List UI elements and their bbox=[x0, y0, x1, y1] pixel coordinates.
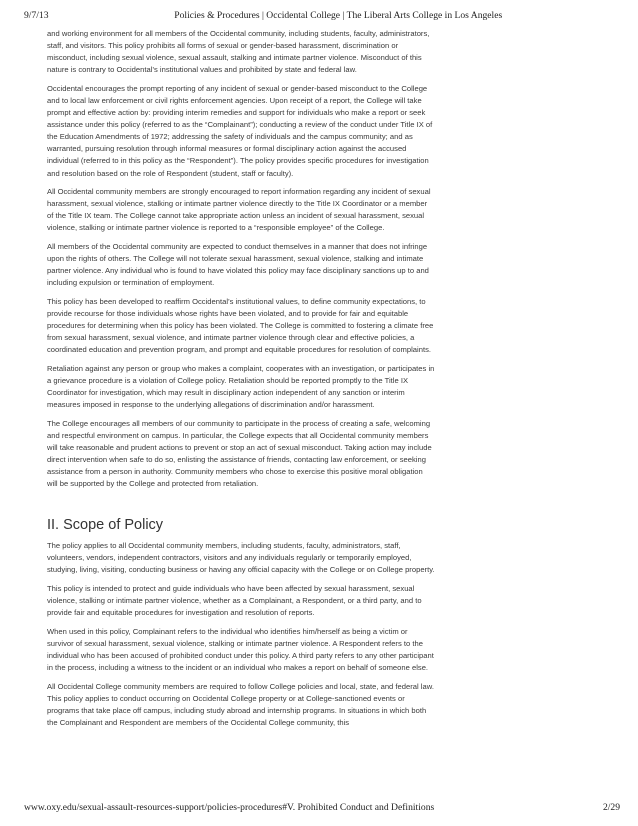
document-body bbox=[47, 28, 435, 736]
paragraph: This policy is intended to protect and guide individuals who have been affected by sexual harassment, sexual violence, stalking or intimate partner violence, whether as a Complainant, a Respondent, or a third party, and to provide fair and equitable procedures for investigation and resolution of reports. bbox=[47, 584, 422, 618]
paragraph: and working environment for all members of the Occidental community, including students, faculty, administrators, staff, and visitors. This policy prohibits all forms of sexual or gender-based harassment, discrimination or misconduct, including sexual violence, sexual assault, stalking and intimate partner violence. Misconduct of this nature is contrary to Occidental’s institutional values and prohibited by state and federal law. bbox=[47, 29, 430, 75]
page-number: 2/29 bbox=[602, 802, 620, 813]
paragraph: Retaliation against any person or group who makes a complaint, cooperates with an investigation, or participates in a grievance procedure is a violation of College policy. Retaliation should be reported promptly to the Title IX Coordinator for investigation, which may result in disciplinary action independent of any sanction or interim measures imposed in response to the underlying allegations of discrimination and/or harassment. bbox=[47, 363, 435, 410]
page-title: Policies & Procedures | Occidental College | The Liberal Arts College in Los Angeles bbox=[174, 10, 503, 21]
section-heading: II. Scope of Policy bbox=[47, 517, 164, 534]
paragraph: All members of the Occidental community are expected to conduct themselves in a manner that does not infringe upon the rights of others. The College will not tolerate sexual harassment, sexual violence, stalking and intimate partner violence. Any individual who is found to have violated this policy may face disciplinary sanctions up to and including expulsion or termination of employment. bbox=[47, 242, 429, 288]
paragraph: This policy has been developed to reaffirm Occidental’s institutional values, to define community expectations, to provide recourse for those individuals whose rights have been violated, and to provide for fair and equitable procedures for determining when this policy has been violated. The College is committed to fostering a climate free from sexual harassment, sexual violence, and intimate partner violence through clear and effective policies, a coordinated education and prevention program, and prompt and equitable procedures for resolution of complaints. bbox=[47, 296, 434, 355]
page-url: www.oxy.edu/sexual-assault-resources-support/policies-procedures#V. Prohibited Conduct and Definitions bbox=[24, 802, 435, 813]
print-header bbox=[24, 10, 620, 21]
print-date: 9/7/13 bbox=[24, 10, 49, 21]
paragraph: The College encourages all members of our community to participate in the process of creating a safe, welcoming and respectful environment on campus. In particular, the College expects that all Occidental community members will take reasonable and prudent actions to prevent or stop an act of sexual misconduct. Taking action may include direct intervention when safe to do so, enlisting the assistance of friends, contacting law enforcement, or seeking assistance from a person in authority. Community members who chose to exercise this positive moral obligation will be supported by the College and protected from retaliation. bbox=[47, 418, 432, 489]
print-footer bbox=[24, 802, 620, 813]
paragraph: The policy applies to all Occidental community members, including students, faculty, administrators, staff, volunteers, vendors, independent contractors, visitors and any individuals regularly or temporarily employed, studying, living, visiting, conducting business or having any official capacity with the College or on College property. bbox=[47, 541, 435, 575]
paragraph: Occidental encourages the prompt reporting of any incident of sexual or gender-based misconduct to the College and to local law enforcement or civil rights enforcement agencies. Upon receipt of a report, the College will take prompt and effective action by: providing interim remedies and support for individuals who make a report or seek assistance under this policy (referred to as the “Complainant”); conducting a review of the conduct under Title IX of the Education Amendments of 1972; addressing the safety of individuals and the campus community; and as warranted, pursuing resolution through informal measures or formal disciplinary action against the accused individual (referred to in this policy as the “Respondent”). The policy provides specific procedures for investigation and resolution based on the role of Respondent (student, staff or faculty). bbox=[47, 83, 433, 178]
paragraph: All Occidental community members are strongly encouraged to report information regarding any incident of sexual harassment, sexual violence, stalking or intimate partner violence directly to the Title IX Coordinator or a member of the Title IX team. The College cannot take appropriate action unless an incident of sexual harassment, sexual violence, stalking or intimate partner violence is reported to a “responsible employee” of the College. bbox=[47, 187, 431, 233]
paragraph: All Occidental College community members are required to follow College policies and local, state, and federal law. This policy applies to conduct occurring on Occidental College property or at College-sanctioned events or programs that take place off campus, including study abroad and internship programs. In situations in which both the Complainant and Respondent are members of the Occidental College community, this bbox=[47, 681, 434, 727]
paragraph: When used in this policy, Complainant refers to the individual who identifies him/herself as being a victim or survivor of sexual harassment, sexual violence, stalking or intimate partner violence. A Respondent refers to the individual who has been accused of prohibited conduct under this policy. A third party refers to any other participant in the process, including a witness to the incident or an individual who makes a report on behalf of someone else. bbox=[47, 626, 434, 673]
